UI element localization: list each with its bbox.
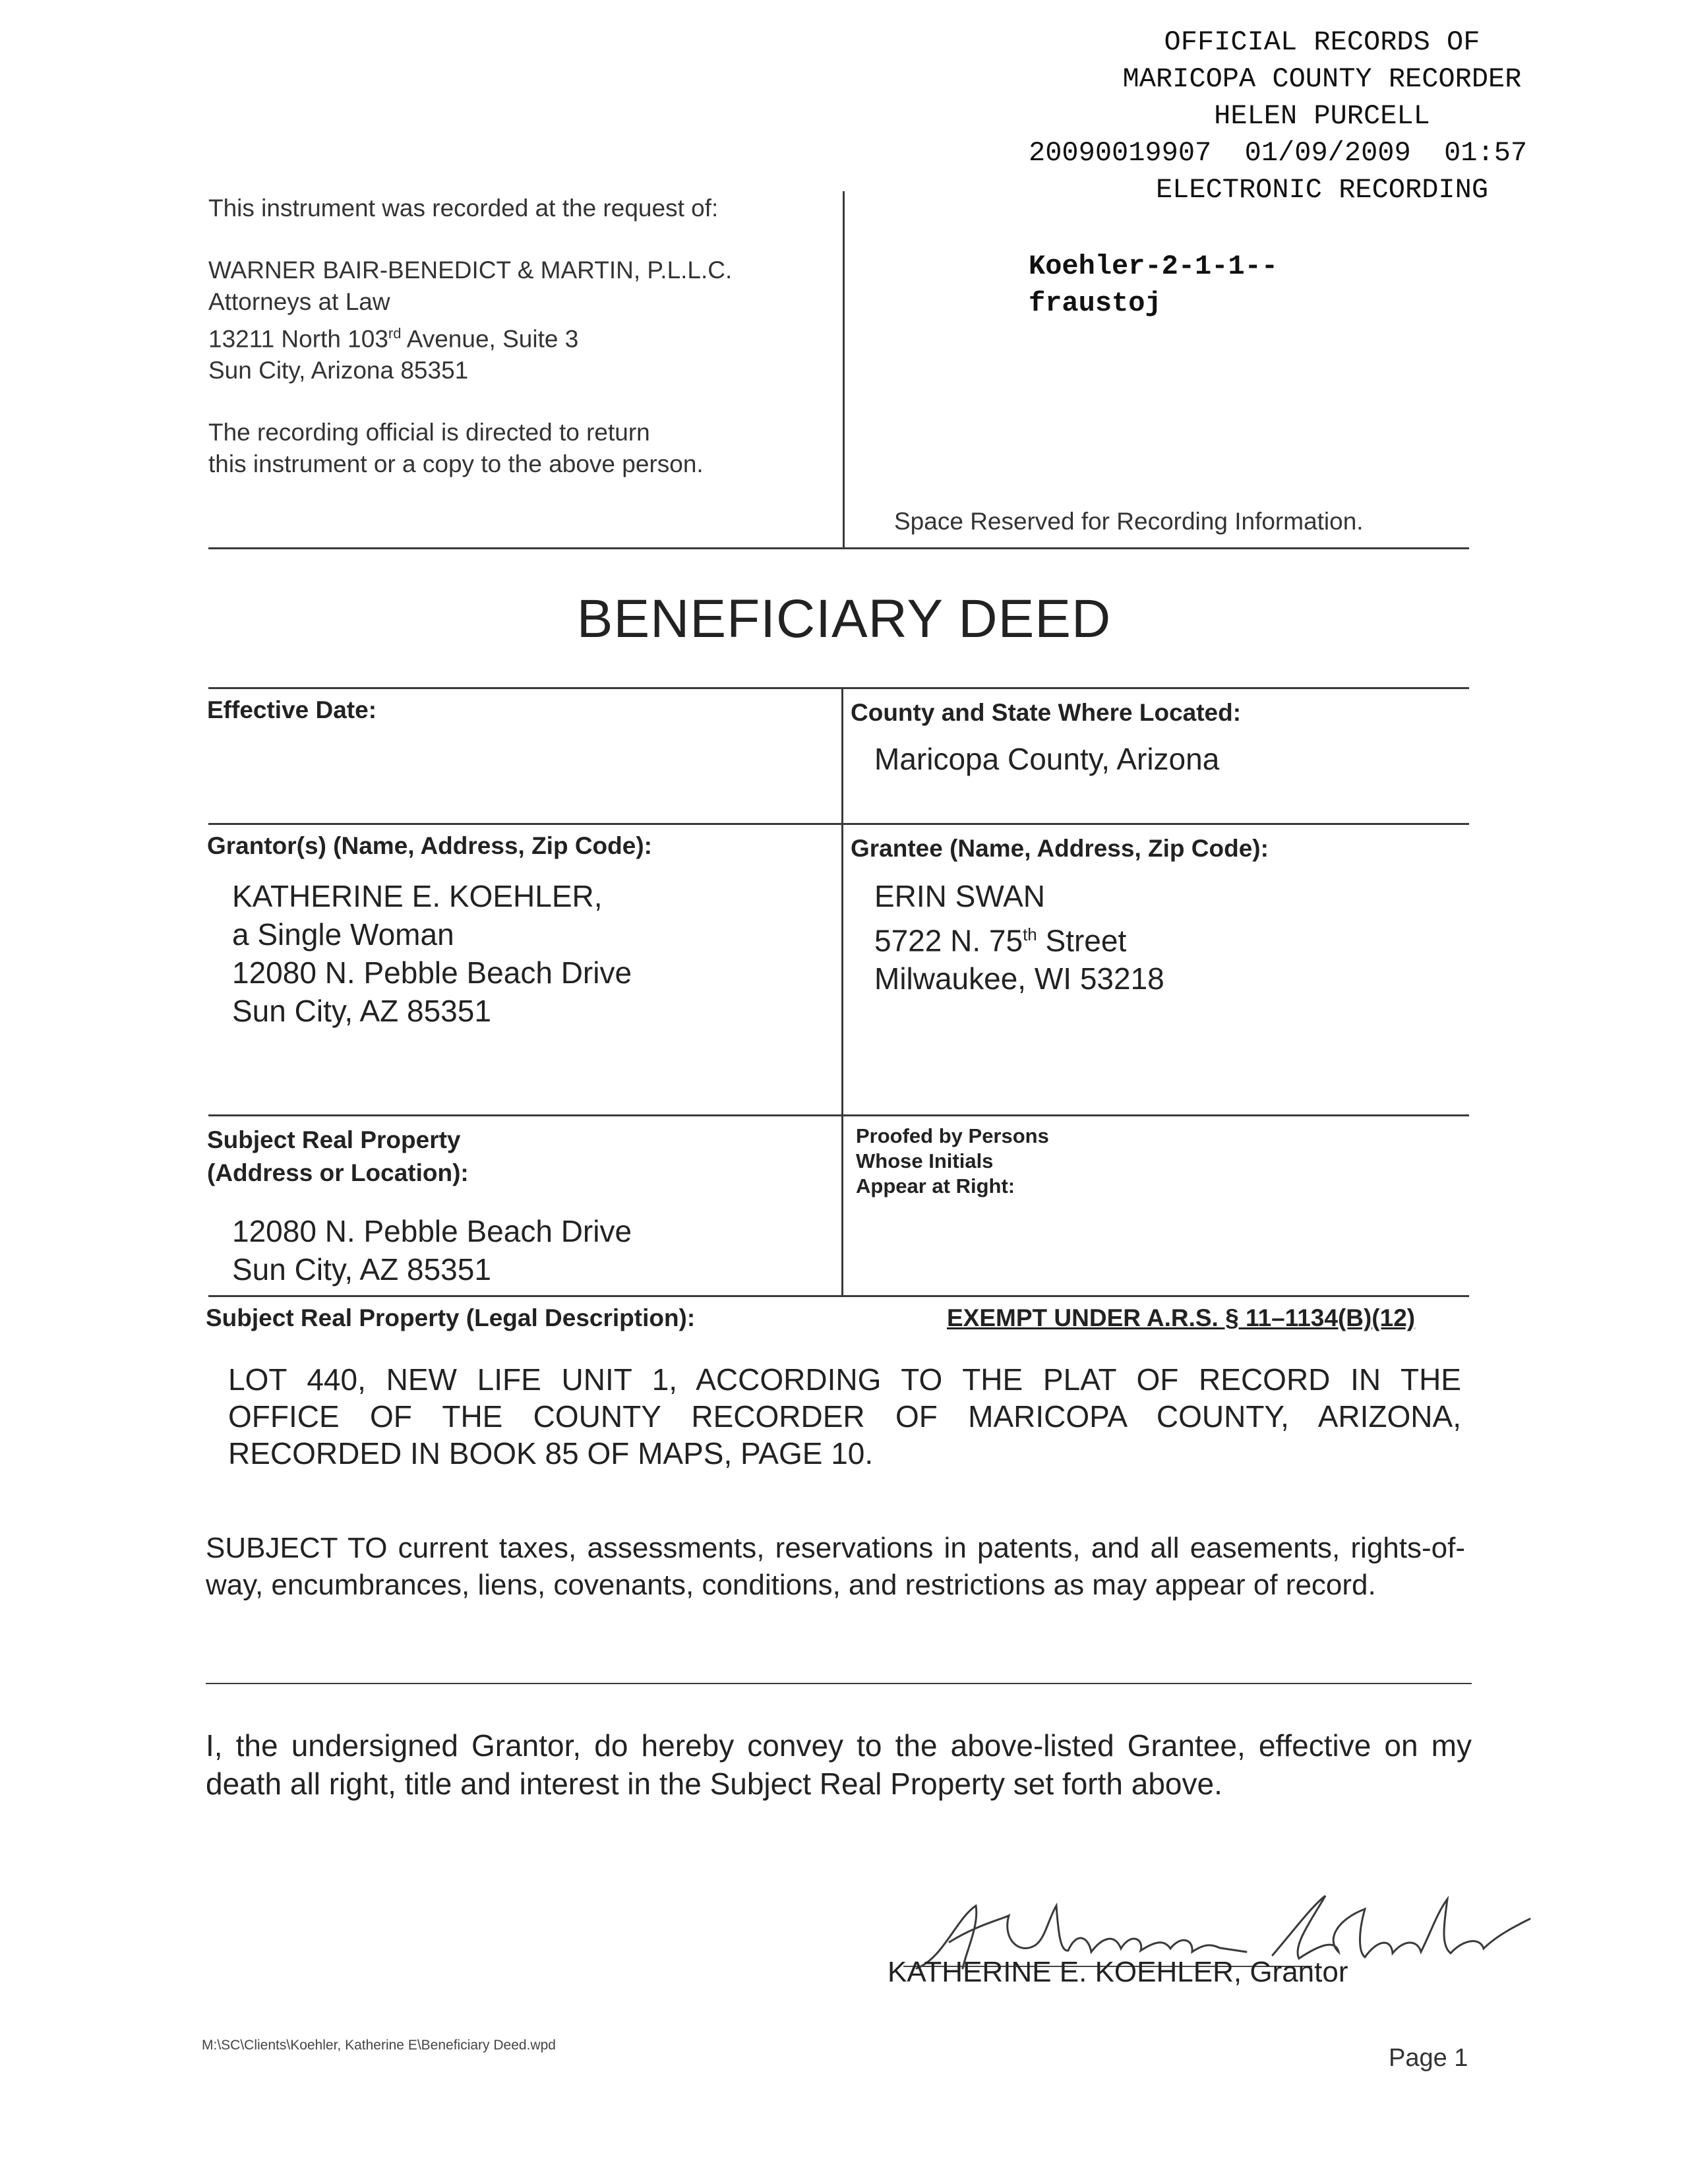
return-line1: The recording official is directed to return: [208, 419, 650, 446]
grantee-street: 5722 N. 75th Street: [874, 923, 1127, 958]
form-vertical-divider: [841, 687, 843, 1296]
stamp-recording-number: 20090019907 01/09/2009 01:57: [1029, 137, 1528, 169]
legal-line-1: LOT 440, NEW LIFE UNIT 1, ACCORDING TO THE PLAT OF RECORD IN THE: [228, 1362, 1461, 1397]
firm-address-line1: 13211 North 103rd Avenue, Suite 3: [208, 325, 579, 353]
legal-line-2: OFFICE OF THE COUNTY RECORDER OF MARICOPA COUNTY, ARIZONA,: [228, 1399, 1461, 1434]
grantor-name: KATHERINE E. KOEHLER,: [232, 879, 603, 913]
exempt-notice: EXEMPT UNDER A.R.S. § 11–1134(B)(12): [947, 1304, 1416, 1331]
county-state-value: Maricopa County, Arizona: [874, 742, 1220, 776]
effective-date-label: Effective Date:: [207, 696, 377, 723]
proofed-by-note: Proofed by Persons Whose Initials Appear at Right:: [856, 1124, 1049, 1198]
file-path-footer: M:\SC\Clients\Koehler, Katherine E\Beneficiary Deed.wpd: [202, 2038, 556, 2053]
grantee-label: Grantee (Name, Address, Zip Code):: [851, 835, 1269, 862]
firm-address-line2: Sun City, Arizona 85351: [208, 357, 469, 384]
stamp-ref-2: fraustoj: [1029, 288, 1162, 319]
form-rule-4: [208, 1295, 1469, 1297]
conveyance-rule: [206, 1683, 1472, 1684]
legal-line-3: RECORDED IN BOOK 85 OF MAPS, PAGE 10.: [228, 1436, 874, 1471]
subject-to-paragraph: SUBJECT TO current taxes, assessments, reservations in patents, and all easements, rights-of-way, encumbrances, liens, covenants, conditions, and restrictions as may appear of record.: [206, 1532, 1465, 1601]
grantee-block: [874, 877, 1164, 998]
document-title: BENEFICIARY DEED: [576, 589, 1112, 649]
space-reserved-label: Space Reserved for Recording Information.: [894, 508, 1364, 535]
grantor-street: 12080 N. Pebble Beach Drive: [232, 956, 632, 990]
form-rule-1: [208, 687, 1469, 689]
legal-description-label: Subject Real Property (Legal Description):: [206, 1304, 696, 1331]
stamp-ref-1: Koehler-2-1-1--: [1029, 251, 1279, 282]
grantor-label: Grantor(s) (Name, Address, Zip Code):: [207, 832, 652, 859]
header-vertical-divider: [843, 191, 845, 547]
request-intro: This instrument was recorded at the request of:: [208, 195, 719, 222]
return-line2: this instrument or a copy to the above person.: [208, 450, 704, 478]
conveyance-paragraph: I, the undersigned Grantor, do hereby convey to the above-listed Grantee, effective on my death all right, title and interest in the Subject Real Property set forth above.: [206, 1728, 1472, 1801]
header-bottom-rule: [208, 547, 1469, 549]
county-state-label: County and State Where Located:: [851, 699, 1242, 726]
page-number: Page 1: [1389, 2044, 1468, 2072]
grantee-name: ERIN SWAN: [874, 879, 1045, 913]
grantee-city: Milwaukee, WI 53218: [874, 961, 1164, 996]
grantor-block: [232, 877, 632, 1030]
subject-property-address: [232, 1212, 632, 1289]
stamp-line-1: OFFICIAL RECORDS OF: [1164, 26, 1480, 58]
legal-description-text: [228, 1361, 1461, 1472]
subject-property-label: Subject Real Property (Address or Location):: [207, 1126, 469, 1186]
form-rule-3: [208, 1114, 1469, 1116]
firm-name: WARNER BAIR-BENEDICT & MARTIN, P.L.L.C.: [208, 257, 733, 284]
form-rule-2: [208, 823, 1469, 825]
stamp-line-5: ELECTRONIC RECORDING: [1155, 174, 1489, 206]
stamp-line-3: HELEN PURCELL: [1214, 100, 1430, 132]
subject-property-street: 12080 N. Pebble Beach Drive: [232, 1214, 632, 1248]
grantor-city: Sun City, AZ 85351: [232, 994, 491, 1028]
subject-property-city: Sun City, AZ 85351: [232, 1252, 491, 1287]
signature-caption: KATHERINE E. KOEHLER, Grantor: [888, 1956, 1348, 1988]
request-block: [208, 193, 732, 480]
grantor-status: a Single Woman: [232, 917, 454, 952]
stamp-line-2: MARICOPA COUNTY RECORDER: [1122, 63, 1522, 95]
firm-subtitle: Attorneys at Law: [208, 288, 390, 315]
